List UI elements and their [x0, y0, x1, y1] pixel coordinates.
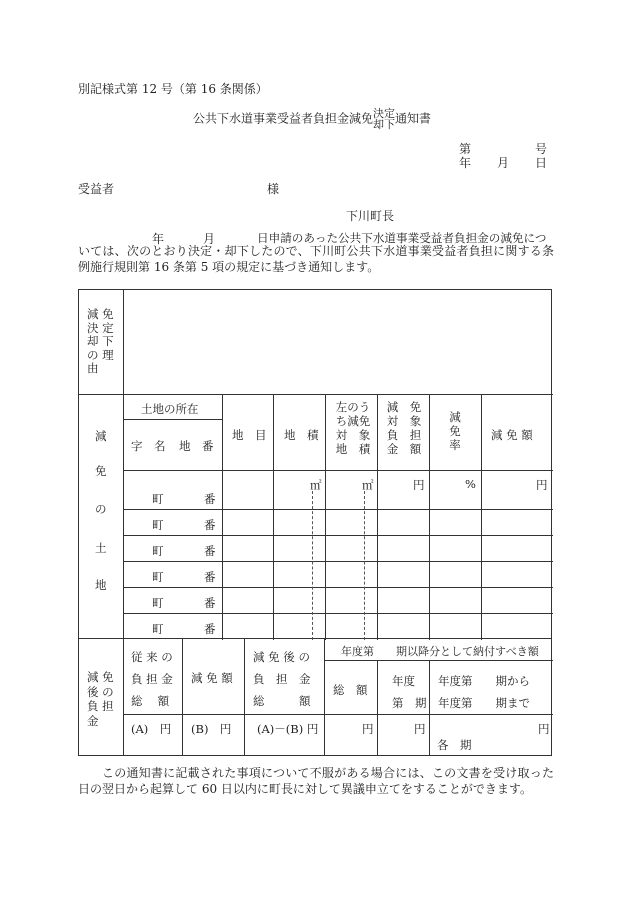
period-yen: 円 [414, 722, 426, 736]
document-title [193, 108, 431, 130]
unit-yen-2: 円 [536, 478, 548, 492]
recipient-honorific: 様 [267, 182, 280, 196]
body-paragraph: いては、次のとおり決定・却下したので、下川町公共下水道事業受益者負担に関する条例施行規則第 16 条第 5 項の規定に基づき通知します。 [78, 244, 554, 274]
recipient-label: 受益者 [78, 182, 115, 196]
p1-year: 年 [152, 232, 165, 246]
amount-header: 減 免 額 [491, 428, 533, 442]
p1-first-line: 日申請のあった公共下水道事業受益者負担金の減免につ [257, 231, 547, 245]
footer-notice: この通知書に記載された事項について不服がある場合には、この文書を受け取った日の翌日から起算して 60 日以内に町長に対して異議申立てをすることができます。 [78, 766, 554, 796]
number-suffix: 号 [535, 142, 548, 156]
town-6: 町 [152, 622, 164, 636]
fiscal-header: 年度第 期以降分として納付すべき額 [341, 645, 539, 658]
period-range-header: 年度第 期から 年度第 期まで [438, 674, 530, 710]
chiseki-header: 地 積 [284, 428, 319, 442]
ban-2: 番 [204, 518, 216, 532]
total-header: 総 額 [333, 683, 368, 697]
main-table [78, 289, 552, 639]
chiban-header: 地 番 [179, 439, 214, 453]
town-3: 町 [152, 544, 164, 558]
issuer: 下川町長 [346, 209, 395, 223]
p1-month: 月 [203, 232, 216, 246]
value-b: (B) 円 [191, 722, 232, 736]
value-a-minus-b: (A)－(B) 円 [257, 722, 319, 736]
burden-header: 減 免 対 象 負 担 金 額 [386, 400, 422, 456]
each-period: 各 期 [437, 738, 472, 752]
date-year: 年 [459, 156, 472, 170]
burden-table [78, 638, 552, 756]
land-side-4: 土 [95, 541, 107, 555]
ban-1: 番 [204, 492, 216, 506]
ban-5: 番 [204, 596, 216, 610]
prev-total-header: 従 来 の 負 担 金 総 額 [131, 650, 173, 708]
land-side-5: 地 [95, 578, 107, 592]
land-side-3: の [95, 502, 107, 516]
town-4: 町 [152, 570, 164, 584]
each-yen: 円 [538, 722, 550, 736]
unit-m2-1: ㎡ [310, 478, 322, 492]
unit-m2-2: ㎡ [362, 478, 374, 492]
after-side-label: 減 免 後 の 負 担 金 [87, 670, 114, 728]
date-day: 日 [535, 156, 548, 170]
town-2: 町 [152, 518, 164, 532]
unit-pct: % [465, 477, 476, 491]
land-side-2: 免 [95, 464, 107, 478]
ban-4: 番 [204, 570, 216, 584]
town-5: 町 [152, 596, 164, 610]
year-period-header: 年度 第 期 [392, 674, 427, 710]
total-yen: 円 [362, 722, 374, 736]
number-prefix: 第 [459, 142, 472, 156]
form-label: 別記様式第 12 号（第 16 条関係） [78, 82, 268, 96]
unit-yen-1: 円 [413, 478, 425, 492]
ban-6: 番 [204, 622, 216, 636]
title-options: 決定 却下 [373, 107, 396, 131]
value-a: (A) 円 [131, 722, 172, 736]
post-total-header: 減 免 後 の 負 担 金 総 額 [253, 650, 311, 708]
town-1: 町 [152, 492, 164, 506]
reason-label: 減 免 決 定 却 下 の 理 由 [87, 307, 114, 375]
target-area-header: 左のう ち減免 対 象 地 積 [335, 400, 371, 456]
reduction-header: 減 免 額 [191, 671, 233, 685]
chimoku-header: 地 目 [232, 428, 267, 442]
aza-header: 字 名 [131, 439, 166, 453]
title-main: 公共下水道事業受益者負担金減免 [193, 111, 374, 126]
date-month: 月 [497, 156, 510, 170]
title-tail: 通知書 [395, 111, 432, 126]
rate-header: 減 免 率 [449, 410, 461, 452]
land-side-1: 減 [95, 429, 107, 443]
location-header: 土地の所在 [141, 402, 199, 416]
ban-3: 番 [204, 544, 216, 558]
